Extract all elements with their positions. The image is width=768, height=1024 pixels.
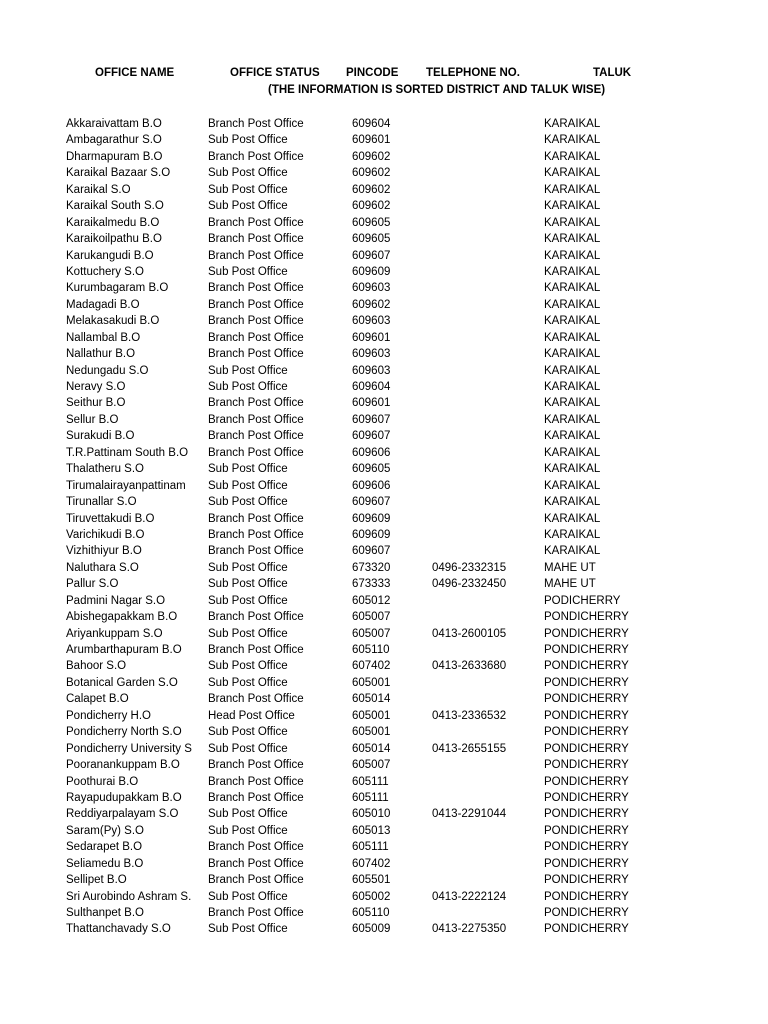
office-name-cell: Arumbarthapuram B.O [66,644,182,656]
office-status-cell: Branch Post Office [208,315,304,328]
pincode-cell: 673320 [352,561,391,574]
office-status-cell: Branch Post Office [208,611,304,624]
taluk-cell: PONDICHERRY [544,808,629,821]
telephone-cell: 0496-2332450 [432,578,507,591]
table-row [0,642,768,658]
pincode-cell: 609602 [352,200,391,213]
pincode-cell: 609609 [352,265,391,278]
office-name-cell: Thalatheru S.O [66,463,144,476]
pincode-cell: 605110 [352,907,390,919]
office-status-cell: Sub Post Office [208,594,288,607]
taluk-cell: KARAIKAL [544,134,601,147]
taluk-cell: PODICHERRY [544,594,621,607]
pincode-cell: 609607 [352,545,391,558]
office-status-cell: Head Post Office [208,709,295,722]
office-status-cell: Branch Post Office [208,874,304,887]
taluk-cell: PONDICHERRY [544,775,629,788]
taluk-cell: PONDICHERRY [544,923,629,936]
taluk-cell: KARAIKAL [544,479,601,492]
taluk-cell: PONDICHERRY [544,874,629,887]
pincode-cell: 609606 [352,479,391,492]
taluk-cell: MAHE UT [544,578,596,591]
office-status-cell: Branch Post Office [208,331,304,344]
office-name-cell: Tiruvettakudi B.O [66,512,155,525]
office-status-cell: Sub Post Office [208,627,288,640]
table-row [0,149,768,165]
office-status-cell: Branch Post Office [208,841,304,854]
taluk-cell: KARAIKAL [544,413,601,426]
taluk-cell: PONDICHERRY [544,857,629,870]
header-taluk: TALUK [593,67,632,79]
taluk-cell: KARAIKAL [544,463,601,476]
table-row [0,511,768,527]
office-name-cell: Nallathur B.O [66,348,136,361]
pincode-cell: 605111 [352,841,389,854]
table-row [0,395,768,411]
office-name-cell: Kurumbagaram B.O [66,282,169,295]
taluk-cell: MAHE UT [544,561,596,574]
table-row [0,675,768,691]
taluk-cell: PONDICHERRY [544,791,629,804]
taluk-cell: KARAIKAL [544,315,601,328]
office-status-cell: Branch Post Office [208,775,304,788]
header-office-name: OFFICE NAME [95,67,175,79]
taluk-cell: KARAIKAL [544,282,601,295]
table-row [0,905,768,921]
table-row [0,527,768,543]
taluk-cell: KARAIKAL [544,200,601,213]
office-status-cell: Sub Post Office [208,660,288,673]
office-name-cell: Melakasakudi B.O [66,315,160,328]
office-name-cell: Pondicherry University S [66,742,192,755]
pincode-cell: 609602 [352,150,391,163]
office-status-cell: Branch Post Office [208,528,304,541]
office-status-cell: Branch Post Office [208,282,304,295]
office-name-cell: Tirunallar S.O [66,496,137,509]
pincode-cell: 609605 [352,463,391,476]
office-name-cell: Thattanchavady S.O [66,923,171,936]
taluk-cell: KARAIKAL [544,118,601,130]
taluk-cell: PONDICHERRY [544,907,629,919]
office-status-cell: Sub Post Office [208,676,288,689]
office-name-cell: Pallur S.O [66,578,119,591]
office-name-cell: Saram(Py) S.O [66,824,144,837]
pincode-cell: 605001 [352,726,391,739]
telephone-cell: 0413-2655155 [432,742,507,755]
pincode-cell: 605002 [352,890,391,903]
table-row [0,823,768,839]
office-status-cell: Sub Post Office [208,726,288,739]
telephone-cell: 0413-2291044 [432,808,507,821]
pincode-cell: 609605 [352,216,391,229]
taluk-cell: PONDICHERRY [544,660,629,673]
taluk-cell: PONDICHERRY [544,611,629,624]
office-status-cell: Sub Post Office [208,923,288,936]
table-row [0,790,768,806]
pincode-cell: 605009 [352,923,391,936]
office-name-cell: Sri Aurobindo Ashram S. [66,890,192,903]
office-name-cell: Bahoor S.O [66,660,127,673]
table-row [0,165,768,181]
taluk-cell: PONDICHERRY [544,676,629,689]
taluk-cell: KARAIKAL [544,430,601,443]
office-status-cell: Branch Post Office [208,430,304,443]
table-row [0,363,768,379]
pincode-cell: 609609 [352,528,391,541]
office-status-cell: Branch Post Office [208,413,304,426]
office-name-cell: Karaikal South S.O [66,200,164,213]
pincode-cell: 605007 [352,627,391,640]
pincode-cell: 609604 [352,118,391,130]
table-row [0,741,768,757]
office-status-cell: Sub Post Office [208,463,288,476]
office-name-cell: Akkaraivattam B.O [66,118,162,130]
taluk-cell: KARAIKAL [544,348,601,361]
taluk-cell: KARAIKAL [544,397,601,410]
telephone-cell: 0413-2336532 [432,709,507,722]
office-name-cell: Tirumalairayanpattinam [66,479,186,492]
table-row [0,280,768,296]
office-status-cell: Sub Post Office [208,134,288,147]
office-name-cell: Pondicherry H.O [66,709,152,722]
table-row [0,116,768,132]
pincode-cell: 609602 [352,298,391,311]
pincode-cell: 609601 [352,397,391,410]
table-row [0,774,768,790]
office-name-cell: Madagadi B.O [66,298,140,311]
taluk-cell: PONDICHERRY [544,726,629,739]
office-status-cell: Branch Post Office [208,791,304,804]
table-row [0,132,768,148]
office-name-cell: Naluthara S.O [66,561,139,574]
office-name-cell: Sellur B.O [66,413,119,426]
taluk-cell: PONDICHERRY [544,709,629,722]
taluk-cell: KARAIKAL [544,512,601,525]
office-status-cell: Sub Post Office [208,381,288,393]
office-status-cell: Branch Post Office [208,118,304,130]
pincode-cell: 609607 [352,249,391,262]
office-name-cell: Rayapudupakkam B.O [66,791,182,804]
office-status-cell: Sub Post Office [208,479,288,492]
pincode-cell: 673333 [352,578,391,591]
pincode-cell: 609603 [352,282,391,295]
office-status-cell: Sub Post Office [208,167,288,180]
office-status-cell: Sub Post Office [208,808,288,821]
office-name-cell: Seithur B.O [66,397,126,410]
telephone-cell: 0413-2633680 [432,660,507,673]
office-name-cell: Karaikal Bazaar S.O [66,167,171,180]
office-name-cell: Dharmapuram B.O [66,150,163,163]
office-status-cell: Branch Post Office [208,216,304,229]
taluk-cell: PONDICHERRY [544,824,629,837]
taluk-cell: PONDICHERRY [544,644,629,656]
table-row [0,461,768,477]
office-name-cell: Nedungadu S.O [66,364,149,377]
table-row [0,691,768,707]
taluk-cell: PONDICHERRY [544,742,629,755]
table-row [0,478,768,494]
pincode-cell: 609607 [352,430,391,443]
table-row [0,182,768,198]
office-status-cell: Sub Post Office [208,824,288,837]
table-row [0,346,768,362]
office-name-cell: Botanical Garden S.O [66,676,178,689]
taluk-cell: KARAIKAL [544,381,601,393]
taluk-cell: PONDICHERRY [544,890,629,903]
taluk-cell: KARAIKAL [544,545,601,558]
table-row [0,215,768,231]
telephone-cell: 0413-2600105 [432,627,507,640]
table-row [0,708,768,724]
table-row [0,297,768,313]
office-name-cell: Surakudi B.O [66,430,135,443]
table-row [0,757,768,773]
office-status-cell: Sub Post Office [208,496,288,509]
office-status-cell: Branch Post Office [208,759,304,772]
pincode-cell: 605012 [352,594,391,607]
table-row [0,724,768,740]
office-name-cell: Kottuchery S.O [66,265,144,278]
pincode-cell: 609603 [352,348,391,361]
pincode-cell: 605111 [352,775,389,788]
pincode-cell: 609607 [352,496,391,509]
table-row [0,379,768,395]
office-name-cell: Karaikal S.O [66,183,131,196]
header-office-status: OFFICE STATUS [230,67,320,79]
pincode-cell: 605014 [352,742,391,755]
pincode-cell: 609602 [352,183,391,196]
office-name-cell: Nallambal B.O [66,331,141,344]
table-row [0,231,768,247]
telephone-cell: 0496-2332315 [432,561,507,574]
table-row [0,626,768,642]
office-table [0,116,768,938]
pincode-cell: 605007 [352,759,391,772]
office-name-cell: Padmini Nagar S.O [66,594,166,607]
pincode-cell: 605001 [352,676,391,689]
office-status-cell: Sub Post Office [208,742,288,755]
taluk-cell: KARAIKAL [544,331,601,344]
pincode-cell: 605007 [352,611,391,624]
taluk-cell: PONDICHERRY [544,693,629,706]
header-telephone: TELEPHONE NO. [426,67,520,79]
office-status-cell: Sub Post Office [208,578,288,591]
taluk-cell: KARAIKAL [544,446,601,459]
office-status-cell: Branch Post Office [208,150,304,163]
office-name-cell: Sulthanpet B.O [66,907,144,919]
pincode-cell: 605010 [352,808,391,821]
taluk-cell: KARAIKAL [544,183,601,196]
office-name-cell: Ariyankuppam S.O [66,627,163,640]
taluk-cell: KARAIKAL [544,496,601,509]
pincode-cell: 607402 [352,857,391,870]
office-name-cell: Karaikalmedu B.O [66,216,160,229]
office-name-cell: Sedarapet B.O [66,841,143,854]
office-status-cell: Branch Post Office [208,512,304,525]
taluk-cell: KARAIKAL [544,150,601,163]
table-row [0,560,768,576]
pincode-cell: 609603 [352,364,391,377]
office-status-cell: Sub Post Office [208,183,288,196]
pincode-cell: 605110 [352,644,390,656]
table-row [0,428,768,444]
office-status-cell: Branch Post Office [208,693,304,706]
office-status-cell: Branch Post Office [208,446,304,459]
office-name-cell: Karukangudi B.O [66,249,154,262]
table-row [0,576,768,592]
office-status-cell: Branch Post Office [208,348,304,361]
office-name-cell: T.R.Pattinam South B.O [66,446,189,459]
office-status-cell: Sub Post Office [208,364,288,377]
telephone-cell: 0413-2222124 [432,890,507,903]
pincode-cell: 605013 [352,824,391,837]
pincode-cell: 605001 [352,709,391,722]
pincode-cell: 609602 [352,167,391,180]
pincode-cell: 609603 [352,315,391,328]
office-name-cell: Seliamedu B.O [66,857,144,870]
pincode-cell: 609607 [352,413,391,426]
taluk-cell: PONDICHERRY [544,841,629,854]
office-status-cell: Branch Post Office [208,907,304,919]
pincode-cell: 605111 [352,791,389,804]
office-name-cell: Vizhithiyur B.O [66,545,142,558]
taluk-cell: PONDICHERRY [544,759,629,772]
table-row [0,593,768,609]
table-row [0,921,768,937]
office-status-cell: Sub Post Office [208,890,288,903]
table-row [0,543,768,559]
office-name-cell: Varichikudi B.O [66,528,145,541]
taluk-cell: PONDICHERRY [544,627,629,640]
office-status-cell: Sub Post Office [208,265,288,278]
office-name-cell: Pondicherry North S.O [66,726,182,739]
pincode-cell: 609606 [352,446,391,459]
table-row [0,494,768,510]
office-status-cell: Branch Post Office [208,857,304,870]
table-row [0,330,768,346]
telephone-cell: 0413-2275350 [432,923,507,936]
table-row [0,872,768,888]
taluk-cell: KARAIKAL [544,265,601,278]
table-row [0,806,768,822]
table-row [0,658,768,674]
office-name-cell: Sellipet B.O [66,874,127,887]
office-status-cell: Branch Post Office [208,233,304,246]
office-name-cell: Ambagarathur S.O [66,134,162,147]
office-status-cell: Branch Post Office [208,298,304,311]
pincode-cell: 609604 [352,381,391,393]
table-row [0,839,768,855]
table-row [0,445,768,461]
header-pincode: PINCODE [346,67,399,79]
office-status-cell: Sub Post Office [208,200,288,213]
office-name-cell: Reddiyarpalayam S.O [66,808,179,821]
pincode-cell: 609601 [352,134,391,147]
taluk-cell: KARAIKAL [544,216,601,229]
office-status-cell: Branch Post Office [208,644,304,656]
office-name-cell: Neravy S.O [66,381,126,393]
pincode-cell: 609609 [352,512,391,525]
pincode-cell: 607402 [352,660,391,673]
pincode-cell: 605501 [352,874,391,887]
office-name-cell: Poothurai B.O [66,775,139,788]
taluk-cell: KARAIKAL [544,233,601,246]
taluk-cell: KARAIKAL [544,528,601,541]
header-sort-note: (THE INFORMATION IS SORTED DISTRICT AND TALUK WISE) [268,84,606,96]
office-name-cell: Calapet B.O [66,693,129,706]
table-row [0,313,768,329]
office-name-cell: Pooranankuppam B.O [66,759,180,772]
office-status-cell: Branch Post Office [208,545,304,558]
office-status-cell: Sub Post Office [208,561,288,574]
table-row [0,412,768,428]
table-row [0,889,768,905]
taluk-cell: KARAIKAL [544,249,601,262]
pincode-cell: 605014 [352,693,391,706]
table-row [0,248,768,264]
table-row [0,856,768,872]
office-name-cell: Karaikoilpathu B.O [66,233,162,246]
table-row [0,609,768,625]
table-row [0,198,768,214]
taluk-cell: KARAIKAL [544,364,601,377]
office-status-cell: Branch Post Office [208,397,304,410]
taluk-cell: KARAIKAL [544,167,601,180]
office-name-cell: Abishegapakkam B.O [66,611,178,624]
pincode-cell: 609601 [352,331,391,344]
office-status-cell: Branch Post Office [208,249,304,262]
taluk-cell: KARAIKAL [544,298,601,311]
pincode-cell: 609605 [352,233,391,246]
table-row [0,264,768,280]
